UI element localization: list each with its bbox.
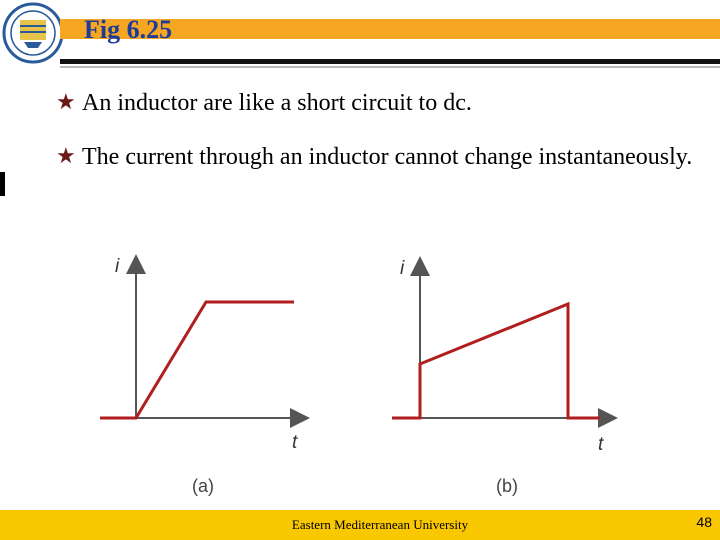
panel-label: (a) — [192, 476, 214, 496]
star-bullet-icon: ★ — [56, 143, 76, 168]
star-bullet-icon: ★ — [56, 89, 76, 114]
panel-label: (b) — [496, 476, 518, 496]
university-logo — [2, 2, 64, 64]
side-marker — [0, 172, 5, 196]
y-axis-label: i — [400, 258, 405, 279]
title-underline — [60, 59, 720, 64]
bullet-item — [56, 142, 696, 173]
title-underline-shadow — [60, 66, 720, 68]
panel-b — [392, 258, 614, 496]
bullet-text: An inductor are like a short circuit to dc. — [82, 90, 472, 116]
slide-title: Fig 6.25 — [84, 15, 173, 44]
current-curve — [100, 302, 294, 418]
current-curve — [392, 304, 600, 418]
x-axis-label: t — [292, 432, 298, 453]
inductor-current-figure — [0, 230, 720, 510]
bullet-item — [56, 88, 696, 119]
page-number: 48 — [696, 514, 712, 530]
y-axis-label: i — [115, 256, 120, 277]
panel-a — [100, 256, 306, 496]
footer-university: Eastern Mediterranean University — [291, 517, 469, 532]
bullet-text: The current through an inductor cannot change instantaneously. — [82, 144, 693, 170]
x-axis-label: t — [598, 434, 604, 455]
